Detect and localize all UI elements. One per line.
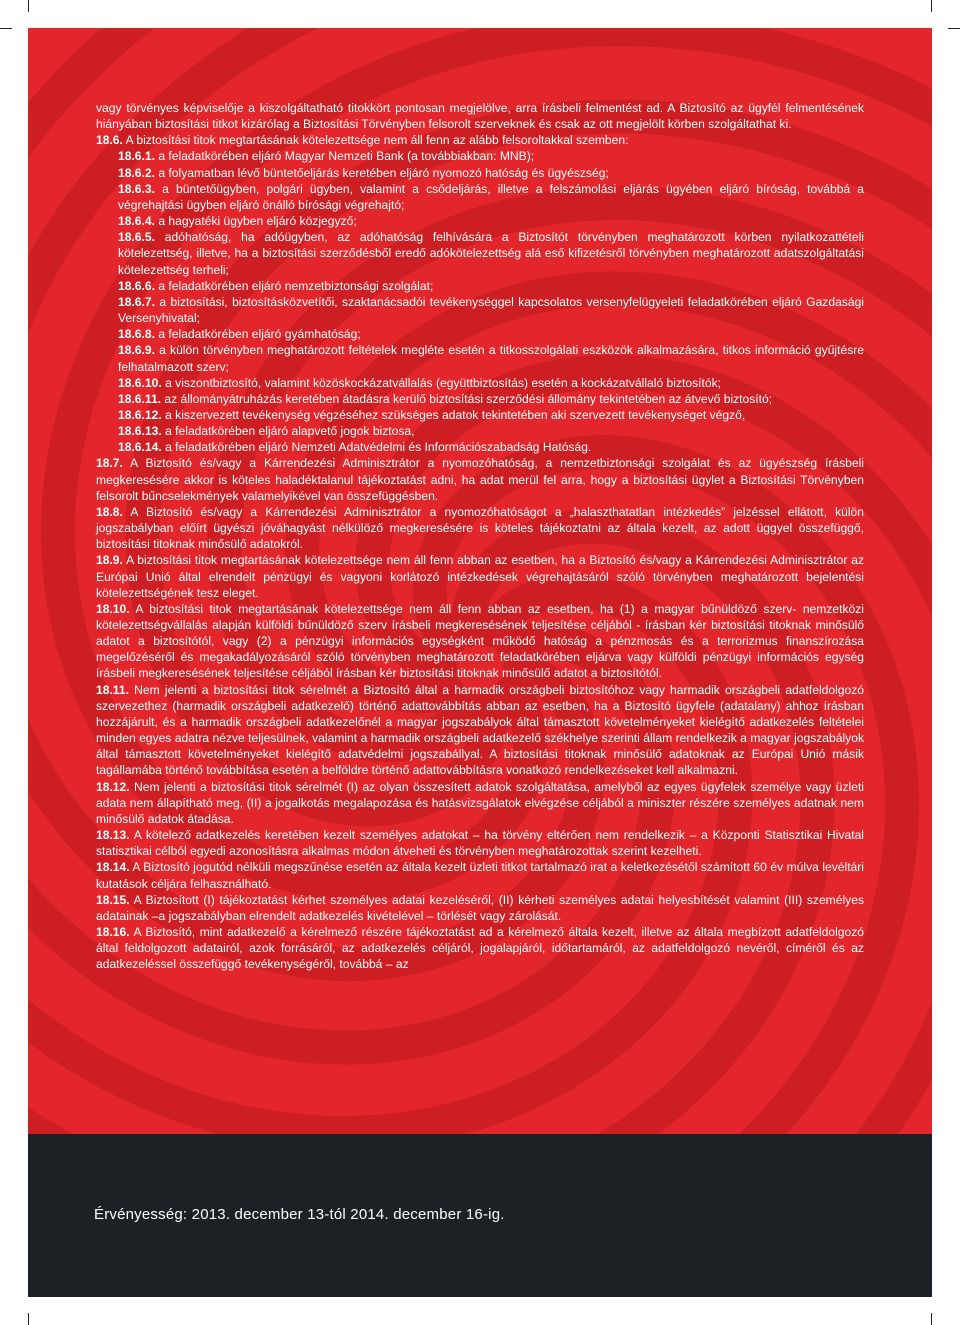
section-number: 18.13. [96, 828, 130, 843]
section-text: A Biztosító, mint adatkezelő a kérelmező részére tájékoztatást ad a kérelmező általa kezelt, illetve az általa megbízott adatfeldolgozó által feldolgozott adatairól, azok forrásáról, az adatkezelés céljáról, jogalapjáról, időtartamáról, az adatfeldolgozó nevéről, címéről és az adatkezeléssel összefüggő tevékenységéről, továbbá – az [96, 924, 864, 972]
section-text: az állományátruházás keretében átadásra kerülő biztosítási szerződési állomány tekintetében az átvevő biztosító; [161, 391, 773, 406]
section-number: 18.7. [96, 456, 123, 471]
section-text: a feladatkörében eljáró alapvető jogok biztosa, [161, 424, 415, 439]
section-text: A kötelező adatkezelés keretében kezelt személyes adatokat – ha törvény eltérően nem rendelkezik – a Központi Statisztikai Hivatal statisztikai célból egyedi azonosításra alkalmas módon átveheti és törvényben meghatározottak szerint kezelheti. [96, 828, 864, 859]
section-text: a kiszervezett tevékenység végzéséhez szükséges adatok tekintetében aki szervezett tevékenységet végző, [161, 407, 746, 422]
section-number: 18.9. [96, 553, 123, 568]
section-text: A Biztosító jogutód nélküli megszűnése esetén az általa kezelt üzleti titkot tartalmazó irat a keletkezésétől számított 60 év múlva levéltári kutatások céljára felhasználható. [96, 860, 864, 891]
section-text: Nem jelenti a biztosítási titok sérelmét a Biztosító által a harmadik országbeli biztosítóhoz vagy harmadik országbeli adatfeldolgozó szervezethez (harmadik országbeli adatkezelő) történő adattovábbítás abban az esetben, ha a Biztosító ügyfele (adatalany) ahhoz írásban hozzájárult, és a harmadik országbeli adatkezelőnél a magyar jogszabályok által támasztott követelményeket kielégítő adatkezelés feltételei minden egyes adatra nézve teljesülnek, valamint a harmadik országbeli adatkezelő székhelye szerinti állam rendelkezik a magyar jogszabályok által támasztott követelményeket kielégítő adatvédelmi jogszabállyal. A biztosítási titoknak minősülő adatoknak az Európai Unió másik tagállamába történő továbbítása esetén a belföldre történő adattovábbításra vonatkozó rendelkezéseket kell alkalmazni. [96, 682, 864, 778]
section-number: 18.11. [96, 682, 129, 697]
section-list [96, 132, 864, 972]
crop-mark [0, 28, 12, 29]
section-number: 18.6.11. [118, 391, 162, 406]
section-number: 18.16. [96, 924, 130, 939]
section-number: 18.6.6. [118, 278, 155, 293]
section-number: 18.6.5. [118, 230, 155, 245]
section-number: 18.6.2. [118, 165, 155, 180]
section-text: Nem jelenti a biztosítási titok sérelmét (I) az olyan összesített adatok szolgáltatása, amelyből az egyes ügyfelek személye vagy üzleti adata nem állapítható meg, (II) a jogalkotás megalapozása és hatásvizsgálatok elvégzése céljából a miniszter részére személyes adatnak nem minősülő adatok átadása. [96, 779, 864, 826]
section-paragraph [96, 342, 864, 374]
crop-mark [931, 0, 932, 12]
section-paragraph [96, 326, 864, 342]
section-text: a biztosítási, biztosításközvetítői, szaktanácsadói tevékenységgel kapcsolatos versenyfelügyeleti feladatkörében eljáró Gazdasági Versenyhivatal; [118, 294, 864, 326]
section-text: a feladatkörében eljáró Magyar Nemzeti Bank (a továbbiakban: MNB); [154, 149, 535, 164]
section-paragraph [96, 827, 864, 859]
section-number: 18.10. [96, 601, 130, 616]
section-paragraph [96, 391, 864, 407]
section-text: a feladatkörében eljáró gyámhatóság; [154, 327, 361, 342]
section-paragraph [96, 779, 864, 827]
section-paragraph [96, 132, 864, 148]
section-text: adóhatóság, ha adóügyben, az adóhatóság felhívására a Biztosítót törvényben meghatározott körben nyilatkozattételi kötelezettség, illetve, ha a biztosítási szerződésből eredő adókötelezettség alá eső kifizetésről törvényben meghatározott adatszolgáltatási kötelezettség terheli; [118, 230, 864, 277]
section-paragraph [96, 423, 864, 439]
section-number: 18.6.4. [118, 214, 155, 229]
crop-mark [28, 0, 29, 12]
section-number: 18.6.10. [118, 375, 162, 390]
section-paragraph [96, 892, 864, 924]
section-paragraph [96, 294, 864, 326]
section-paragraph [96, 504, 864, 552]
document-body [96, 100, 864, 972]
section-paragraph [96, 682, 864, 779]
section-paragraph [96, 375, 864, 391]
section-paragraph [96, 148, 864, 164]
section-number: 18.14. [96, 860, 130, 875]
section-text: A biztosítási titok megtartásának kötelezettsége nem áll fenn abban az esetben, ha a Biztosító és/vagy a Kárrendezési Adminisztrátor az Európai Unió által elrendelt pénzügyi és vagyoni korlátozó intézkedések végrehajtásáról szóló törvényben meghatározott bejelentési kötelezettségének tesz eleget. [96, 553, 864, 600]
section-paragraph [96, 278, 864, 294]
section-number: 18.6.13. [118, 424, 162, 439]
section-number: 18.6.7. [118, 294, 155, 309]
section-number: 18.6.1. [118, 149, 155, 164]
section-paragraph [96, 924, 864, 972]
section-paragraph [96, 181, 864, 213]
section-text: A Biztosított (I) tájékoztatást kérhet személyes adatai kezeléséről, (II) kérheti személyes adatai helyesbítését valamint (III) személyes adatainak –a jogszabályban elrendelt adatkezelés kivételével – törlését vagy zárolását. [96, 892, 864, 923]
crop-mark [28, 1313, 29, 1325]
section-number: 18.6.14. [118, 440, 162, 455]
section-text: a büntetőügyben, polgári ügyben, valamint a csődeljárás, illetve a felszámolási eljárás ügyében eljáró bíróság, továbbá a végrehajtási ügyben eljáró önálló bírósági végrehajtó; [118, 181, 864, 212]
section-paragraph [96, 213, 864, 229]
section-text: A Biztosító és/vagy a Kárrendezési Adminisztrátor a nyomozóhatóságot a „halaszthatatlan intézkedés” jelzéssel ellátott, külön jogszabályban előírt ügyészi jóváhagyást nélkülöző megkeresésére is köteles tájékoztatni az általa kezelt, az adott üggyel összefüggő, biztosítási titoknak minősülő adatokról. [96, 504, 864, 552]
validity-text: Érvényesség: 2013. december 13-tól 2014. december 16-ig. [94, 1206, 505, 1223]
section-paragraph [96, 407, 864, 423]
section-text: a külön törvényben meghatározott feltételek megléte esetén a titkosszolgálati eszközök alkalmazására, titkos információ gyűjtésre felhatalmazott szerv; [118, 343, 864, 374]
section-text: a folyamatban lévő büntetőeljárás keretében eljáró nyomozó hatóság és ügyészség; [154, 165, 609, 180]
section-number: 18.6.12. [118, 407, 162, 422]
section-number: 18.15. [96, 892, 130, 907]
crop-mark [948, 28, 960, 29]
section-text: A biztosítási titok megtartásának kötelezettsége nem áll fenn az alább felsoroltakkal szemben: [122, 133, 629, 148]
section-number: 18.8. [96, 504, 123, 519]
section-number: 18.12. [96, 779, 130, 794]
section-paragraph [96, 859, 864, 891]
section-number: 18.6.9. [118, 343, 155, 358]
footer-band [28, 1134, 932, 1297]
intro-paragraph: vagy törvényes képviselője a kiszolgáltatható titokkört pontosan megjelölve, arra írásbeli felmentést ad. A Biztosító az ügyfél felmentésének hiányában biztosítási titkot kizárólag a Biztosítási Törvényben felsorolt szerveknek és csak az ott megjelölt körben szolgáltathat ki. [96, 101, 864, 132]
section-paragraph [96, 439, 864, 455]
section-number: 18.6.8. [118, 327, 155, 342]
section-text: a feladatkörében eljáró Nemzeti Adatvédelmi és Információszabadság Hatóság. [161, 440, 592, 455]
document-page [28, 28, 932, 1297]
section-paragraph [96, 601, 864, 682]
section-number: 18.6. [96, 133, 123, 148]
section-paragraph [96, 552, 864, 600]
section-text: a feladatkörében eljáró nemzetbiztonsági szolgálat; [154, 278, 434, 293]
section-number: 18.6.3. [118, 181, 155, 196]
section-text: a hagyatéki ügyben eljáró közjegyző; [154, 214, 357, 229]
section-text: A biztosítási titok megtartásának kötelezettsége nem áll fenn abban az esetben, ha (1) a magyar bűnüldöző szerv- nemzetközi kötelezettségvállalás alapján külföldi bűnüldöző szerv írásbeli megkeresésének teljesítése céljából - írásban kér biztosítási titoknak minősülő adatot a biztosítótól, vagy (2) a pénzügyi információs egységként működő hatóság a pénzmosás és a terrorizmus finanszírozása megelőzéséről és megakadályozásáról szóló törvényben meghatározott feladatkörében eljárva vagy külföldi pénzügyi információs egység írásbeli megkeresésének teljesítése céljából írásban kér biztosítási titoknak minősülő adatot a biztosítótól. [96, 601, 864, 681]
section-paragraph [96, 165, 864, 181]
section-paragraph [96, 455, 864, 503]
crop-mark [931, 1313, 932, 1325]
section-text: A Biztosító és/vagy a Kárrendezési Adminisztrátor a nyomozóhatóság, a nemzetbiztonsági szolgálat és az ügyészség írásbeli megkeresésére akkor is köteles haladéktalanul tájékoztatást adni, ha adat merül fel arra, hogy a biztosítási ügylet a Biztosítási Törvényben felsorolt bűncselekmények valamelyikével van összefüggésben. [96, 456, 864, 503]
section-text: a viszontbiztosító, valamint közöskockázatvállalás (együttbiztosítás) esetén a kockázatvállaló biztosítók; [161, 375, 721, 390]
section-paragraph [96, 229, 864, 277]
